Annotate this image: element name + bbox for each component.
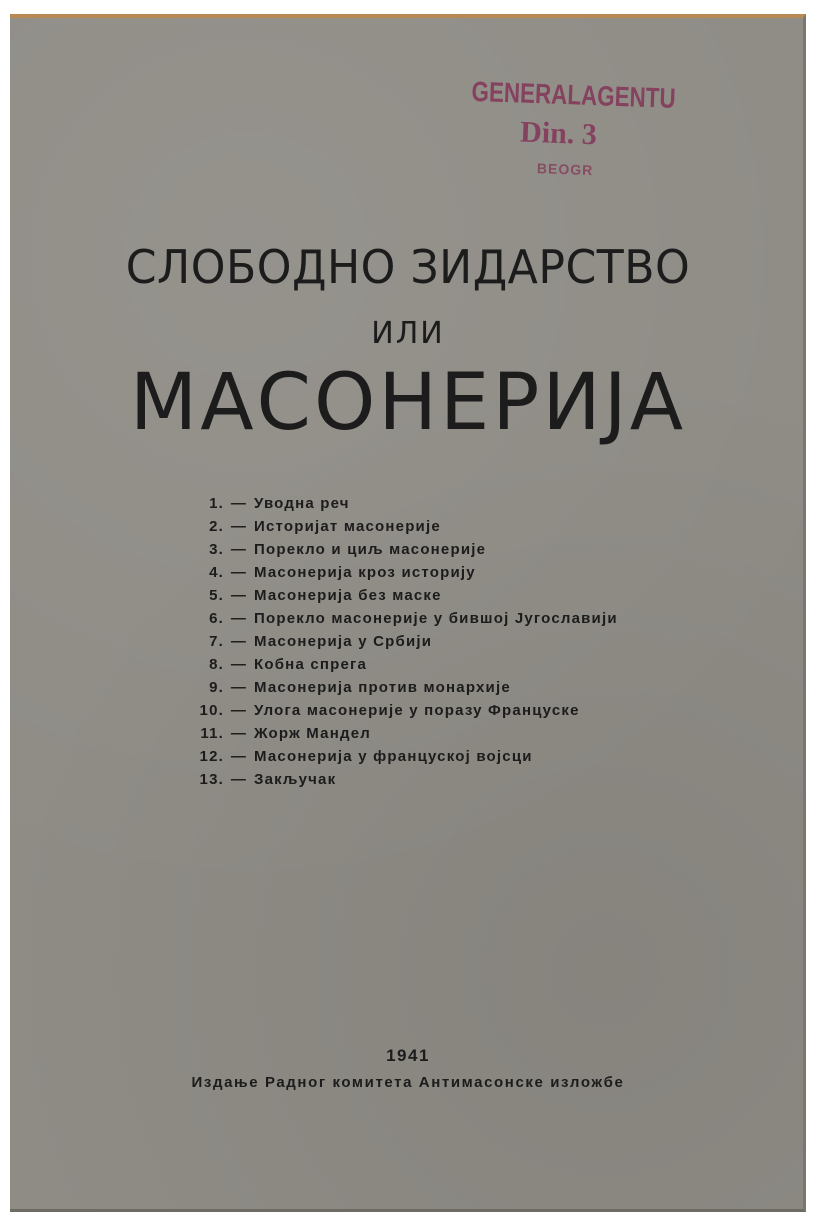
stamp-price: Din. 3	[519, 115, 598, 152]
stamp-line-1: GENERALAGENTU	[471, 75, 677, 114]
contents-item: 9. — Масонерија против монархије	[209, 679, 511, 696]
contents-item: 6. — Порекло масонерије у бившој Југославији	[209, 610, 618, 627]
stamp-city: BEOGR	[536, 160, 594, 179]
contents-item: 5. — Масонерија без маске	[209, 587, 442, 604]
table-of-contents	[198, 492, 618, 791]
contents-item: 8. — Кобна спрега	[209, 656, 368, 673]
ink-stamp	[468, 76, 712, 204]
contents-item: 12. — Масонерија у француској војсци	[199, 748, 533, 765]
contents-item: 13. — Закључак	[199, 771, 337, 788]
contents-item: 11. — Жорж Мандел	[200, 725, 371, 742]
contents-item: 3. — Порекло и циљ масонерије	[209, 541, 487, 558]
contents-item: 10. — Улога масонерије у поразу Француске	[199, 702, 580, 719]
title-or: ИЛИ	[371, 316, 445, 351]
contents-item: 4. — Масонерија кроз историју	[209, 564, 476, 581]
publication-year: 1941	[386, 1046, 430, 1065]
book-cover	[10, 14, 806, 1212]
contents-item: 1. — Уводна реч	[209, 495, 350, 512]
title-main: МАСОНЕРИЈА	[129, 358, 687, 448]
contents-item: 2. — Историјат масонерије	[209, 518, 441, 535]
publisher-line: Издање Радног комитета Антимасонске изложбе	[191, 1074, 625, 1091]
title-line-1: СЛОБОДНО ЗИДАРСТВО	[125, 240, 691, 294]
contents-item: 7. — Масонерија у Србији	[209, 633, 433, 650]
